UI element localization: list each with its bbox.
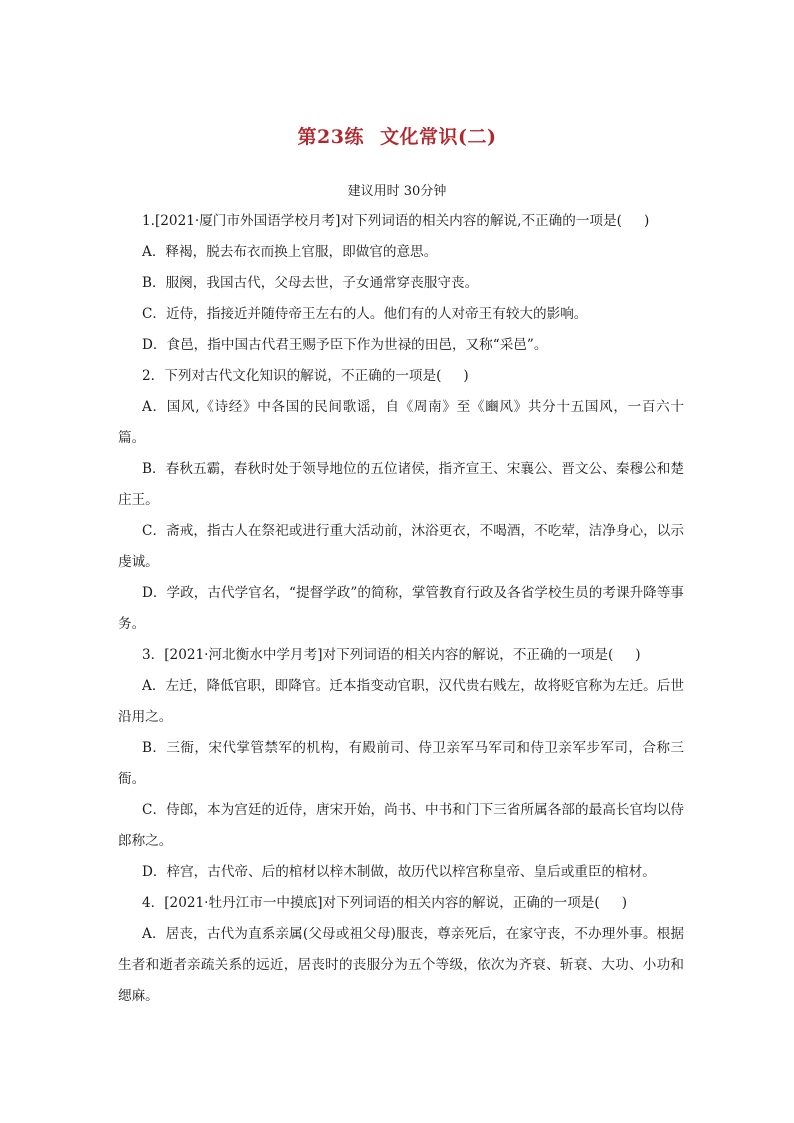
option-1c: C．近侍，指接近并随侍帝王左右的人。他们有的人对帝王有较大的影响。	[142, 306, 588, 322]
option-1a: A．释褐，脱去布衣而换上官服，即做官的意思。	[142, 244, 438, 260]
option-2d: D．学政，古代学官名，“提督学政”的简称，掌管教育行政及各省学校生员的考课升降等事务。	[118, 585, 684, 632]
option-3b: B．三衙，宋代掌管禁军的机构，有殿前司、侍卫亲军马军司和侍卫亲军步军司，合称三衙。	[118, 740, 684, 787]
option-3a: A．左迁，降低官职，即降官。迁本指变动官职，汉代贵右贱左，故将贬官称为左迁。后世沿用之。	[118, 678, 684, 725]
option-1d: D．食邑，指中国古代君王赐予臣下作为世禄的田邑，又称“采邑”。	[142, 337, 548, 353]
question-stem-4: 4．[2021·牡丹江市一中摸底]对下列词语的相关内容的解说，正确的一项是( )	[142, 895, 628, 911]
option-1b: B．服阕，我国古代，父母去世，子女通常穿丧服守丧。	[142, 275, 479, 291]
option-2a: A．国风,《诗经》中各国的民间歌谣，自《周南》至《豳风》共分十五国风，一百六十篇。	[118, 399, 684, 446]
option-3c: C．侍郎，本为宫廷的近侍，唐宋开始，尚书、中书和门下三省所属各部的最高长官均以侍郎称之。	[118, 802, 684, 849]
page-title	[0, 122, 794, 149]
exercise-topic: 文化常识(二)	[379, 126, 497, 148]
option-2b: B．春秋五霸，春秋时处于领导地位的五位诸侯，指齐宣王、宋襄公、晋文公、秦穆公和楚庄王。	[118, 461, 684, 508]
question-stem-1: 1.[2021·厦门市外国语学校月考]对下列词语的相关内容的解说,不正确的一项是( )	[142, 213, 650, 229]
option-4a: A．居丧，古代为直系亲属(父母或祖父母)服丧，尊亲死后，在家守丧，不办理外事。根据生者和逝者亲疏关系的远近，居丧时的丧服分为五个等级，依次为齐衰、斩衰、大功、小功和缌麻。	[118, 926, 684, 1004]
question-stem-3: 3．[2021·河北衡水中学月考]对下列词语的相关内容的解说，不正确的一项是( )	[142, 647, 641, 663]
question-stem-2: 2．下列对古代文化知识的解说，不正确的一项是( )	[142, 368, 469, 384]
option-2c: C．斋戒，指古人在祭祀或进行重大活动前，沐浴更衣，不喝酒，不吃荤，洁净身心，以示虔诚。	[118, 523, 684, 570]
question-list	[118, 206, 684, 1012]
exercise-number: 第23练	[297, 126, 364, 148]
suggested-time: 建议用时 30分钟	[347, 184, 447, 199]
option-3d: D．梓宫，古代帝、后的棺材以梓木制做，故历代以梓宫称皇帝、皇后或重臣的棺材。	[142, 864, 656, 880]
